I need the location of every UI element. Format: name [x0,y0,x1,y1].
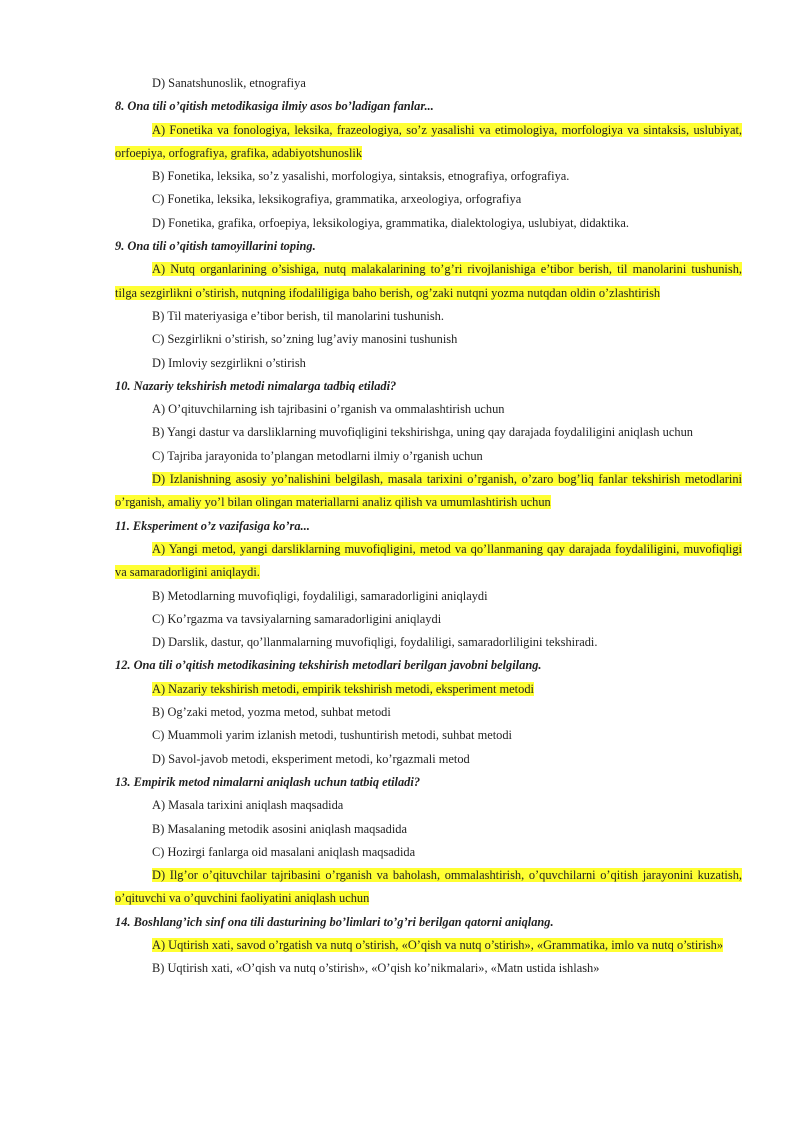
answer-option-highlighted [115,678,742,701]
answer-option-highlighted [115,119,742,166]
answer-option [115,818,742,841]
question-heading [115,235,742,258]
option-text: C) Fonetika, leksika, leksikografiya, grammatika, arxeologiya, orfografiya [152,192,522,207]
option-text: A) Nutq organlarining o’sishiga, nutq malakalarining to’g’ri rivojlanishiga e’tibor berish, til manolarini tushunish, tilga sezgirlikni o’stirish, nutqning ifodaliligiga baho berish, og’zaki nutqni yozma nutqdan oldin o’zlashtirish [115,262,742,300]
question-heading [115,95,742,118]
option-text: B) Masalaning metodik asosini aniqlash maqsadida [152,821,407,836]
question-heading [115,515,742,538]
answer-option-highlighted [115,934,742,957]
answer-option [115,445,742,468]
option-text: A) Masala tarixini aniqlash maqsadida [152,798,344,813]
answer-option-highlighted [115,538,742,585]
answer-option [115,724,742,747]
answer-option-highlighted [115,468,742,515]
option-text: A) Yangi metod, yangi darsliklarning muvofiqligini, metod va qo’llanmaning qay darajada foydaliligini, muvofiqligi va samaradorligini aniqlaydi. [115,541,742,580]
option-text: D) Imloviy sezgirlikni o’stirish [152,355,306,370]
question-text: 9. Ona tili o’qitish tamoyillarini toping. [115,239,316,254]
answer-option [115,701,742,724]
answer-option [115,421,742,444]
answer-option [115,305,742,328]
option-text: C) Hozirgi fanlarga oid masalani aniqlash maqsadida [152,844,416,859]
answer-option [115,352,742,375]
question-text: 11. Eksperiment o’z vazifasiga ko’ra... [115,518,310,533]
option-text: D) Sanatshunoslik, etnografiya [152,76,306,90]
option-text: B) Til materiyasiga e’tibor berish, til manolarini tushunish. [152,308,444,323]
option-text: A) Uqtirish xati, savod o’rgatish va nutq o’stirish, «O’qish va nutq o’stirish», «Grammatika, imlo va nutq o’stirish» [152,937,724,952]
answer-option [115,585,742,608]
option-text: D) Savol-javob metodi, eksperiment metodi, ko’rgazmali metod [152,751,470,766]
option-text: C) Muammoli yarim izlanish metodi, tushuntirish metodi, suhbat metodi [152,728,512,743]
question-text: 12. Ona tili o’qitish metodikasining tekshirish metodlari berilgan javobni belgilang. [115,658,542,673]
option-text: D) Fonetika, grafika, orfoepiya, leksikologiya, grammatika, dialektologiya, uslubiyat, didaktika. [152,215,629,230]
option-text: A) Nazariy tekshirish metodi, empirik tekshirish metodi, eksperiment metodi [152,681,534,696]
question-heading [115,654,742,677]
question-heading [115,911,742,934]
question-text: 14. Boshlang’ich sinf ona tili dasturining bo’limlari to’g’ri berilgan qatorni aniqlang. [115,914,554,929]
question-heading [115,771,742,794]
answer-option [115,957,742,980]
option-text: C) Ko’rgazma va tavsiyalarning samaradorligini aniqlaydi [152,611,442,626]
answer-option [115,165,742,188]
question-heading [115,375,742,398]
question-text: 8. Ona tili o’qitish metodikasiga ilmiy asos bo’ladigan fanlar... [115,99,434,114]
answer-option [115,748,742,771]
option-text: C) Tajriba jarayonida to’plangan metodlarni ilmiy o’rganish uchun [152,448,483,463]
option-text: A) O’qituvchilarning ish tajribasini o’rganish va ommalashtirish uchun [152,402,505,417]
document-page [115,72,742,981]
answer-option [115,328,742,351]
option-text: D) Ilg’or o’qituvchilar tajribasini o’rganish va baholash, ommalashtirish, o’quvchilarni o’qitish jarayonini kuzatish, o’qituvchi va o’quvchini faoliyatini aniqlash uchun [115,868,742,906]
option-text: A) Fonetika va fonologiya, leksika, frazeologiya, so’z yasalishi va etimologiya, morfologiya va sintaksis, uslubiyat, orfoepiya, orfografiya, grafika, adabiyotshunoslik [115,122,742,160]
answer-option [115,212,742,235]
option-text: B) Fonetika, leksika, so’z yasalishi, morfologiya, sintaksis, etnografiya, orfografiya. [152,169,570,184]
option-text: B) Uqtirish xati, «O’qish va nutq o’stirish», «O’qish ko’nikmalari», «Matn ustida ishlash» [152,961,600,976]
question-text: 10. Nazariy tekshirish metodi nimalarga tadbiq etiladi? [115,378,397,393]
answer-option [115,398,742,421]
option-text: D) Izlanishning asosiy yo’nalishini belgilash, masala tarixini o’rganish, o’zaro bog’liq fanlar tekshirish metodlarini o’rganish, amaliy yo’l bilan olingan materiallarni analiz qilish va umumlashtirish uchun [115,472,742,510]
answer-option [115,841,742,864]
option-text: D) Darslik, dastur, qo’llanmalarning muvofiqligi, foydaliligi, samaradorliligini tekshiradi. [152,635,598,650]
option-text: C) Sezgirlikni o’stirish, so’zning lug’aviy manosini tushunish [152,332,458,347]
answer-option [115,608,742,631]
option-text: B) Yangi dastur va darsliklarning muvofiqligini tekshirishga, uning qay darajada foydaliligini aniqlash uchun [152,425,693,440]
answer-option-highlighted [115,864,742,911]
answer-option [115,188,742,211]
answer-option [115,631,742,654]
question-text: 13. Empirik metod nimalarni aniqlash uchun tatbiq etiladi? [115,774,421,789]
option-text: B) Metodlarning muvofiqligi, foydaliligi, samaradorligini aniqlaydi [152,588,488,603]
answer-option [115,794,742,817]
option-text: B) Og’zaki metod, yozma metod, suhbat metodi [152,705,391,720]
answer-option-highlighted [115,258,742,305]
answer-option [115,72,742,95]
